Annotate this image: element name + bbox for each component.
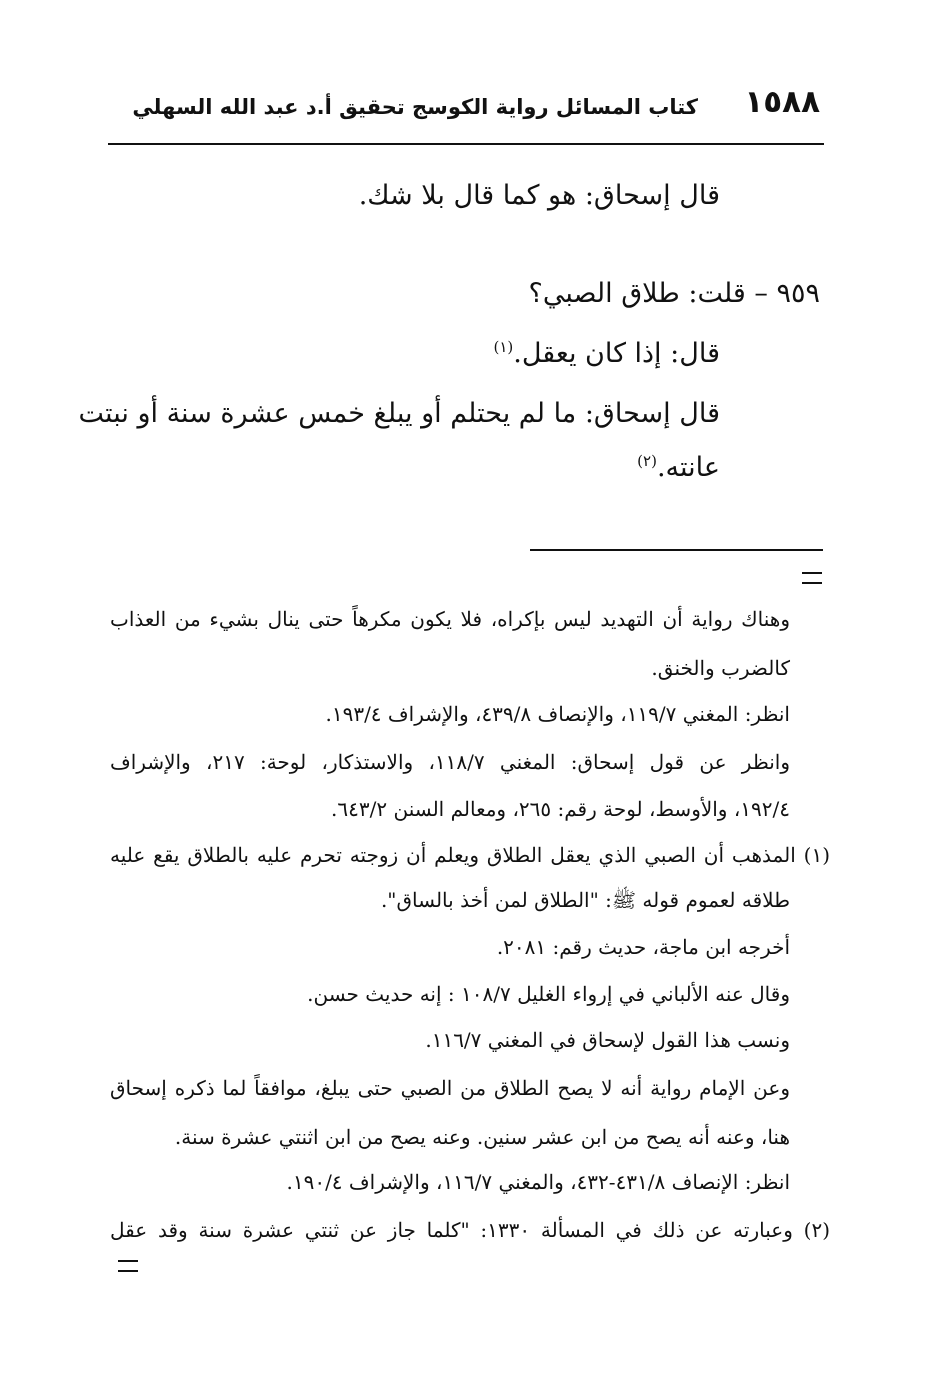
- footnote-line: ونسب هذا القول لإسحاق في المغني ١١٦/٧.: [425, 1028, 790, 1052]
- question-text: قلت: طلاق الصبي؟: [528, 278, 746, 309]
- footnote-line: هنا، وعنه أنه يصح من ابن عشر سنين. وعنه يصح من ابن اثنتي عشرة سنة.: [174, 1125, 790, 1149]
- header-rule: [108, 143, 824, 145]
- footnote-line: ١٩٢/٤، والأوسط، لوحة رقم: ٢٦٥، ومعالم السنن ٦٤٣/٢.: [331, 797, 790, 821]
- page-number: ١٥٨٨: [744, 84, 820, 120]
- continuation-mark-top: [802, 572, 822, 584]
- footnote-line: كالضرب والخنق.: [651, 656, 790, 680]
- ishaq-statement-1: قال إسحاق: هو كما قال بلا شك.: [358, 180, 720, 211]
- question-959: [529, 278, 820, 309]
- footnote-line: انظر: المغني ١١٩/٧، والإنصاف ٤٣٩/٨، والإشراف ١٩٣/٤.: [325, 702, 790, 726]
- footnote-1-start: (١) المذهب أن الصبي الذي يعقل الطلاق ويعلم أن زوجته تحرم عليه بالطلاق يقع عليه: [110, 843, 830, 867]
- footnote-line: أخرجه ابن ماجة، حديث رقم: ٢٠٨١.: [496, 935, 790, 959]
- footnote-ref-2: (٢): [637, 452, 657, 470]
- running-header-title: كتاب المسائل رواية الكوسج تحقيق أ.د عبد الله السهلي: [132, 95, 698, 119]
- footnote-line: وهناك رواية أن التهديد ليس بإكراه، فلا يكون مكرهاً حتى ينال بشيء من العذاب: [110, 607, 790, 631]
- footnote-line: وعن الإمام رواية أنه لا يصح الطلاق من الصبي حتى يبلغ، موافقاً لما ذكره إسحاق: [110, 1076, 790, 1100]
- answer-text: قال: إذا كان يعقل.: [513, 338, 720, 369]
- continuation-mark-bottom: [118, 1260, 138, 1272]
- question-number: ٩٥٩ –: [745, 278, 820, 309]
- footnote-line: وانظر عن قول إسحاق: المغني ١١٨/٧، والاستذكار، لوحة: ٢١٧، والإشراف: [110, 750, 791, 774]
- footnote-line: وقال عنه الألباني في إرواء الغليل ١٠٨/٧ : إنه حديث حسن.: [307, 982, 790, 1006]
- ishaq-statement-2-line1: قال إسحاق: ما لم يحتلم أو يبلغ خمس عشرة سنة أو نبتت: [78, 398, 720, 429]
- footnote-2-start: (٢) وعبارته عن ذلك في المسألة ١٣٣٠: "كلما جاز عن ثنتي عشرة سنة وقد عقل: [110, 1218, 830, 1242]
- ishaq-statement-2-end: عانته.: [656, 452, 720, 483]
- footnote-line: انظر: الإنصاف ٤٣١/٨-٤٣٢، والمغني ١١٦/٧، والإشراف ١٩٠/٤.: [286, 1170, 790, 1194]
- answer-line: [493, 338, 720, 369]
- footnote-separator: [530, 549, 823, 551]
- ishaq-statement-2-line2: [637, 452, 720, 483]
- footnote-ref-1: (١): [493, 338, 514, 356]
- footnote-line: طلاقه لعموم قوله ﷺ: "الطلاق لمن أخذ بالساق".: [380, 888, 790, 912]
